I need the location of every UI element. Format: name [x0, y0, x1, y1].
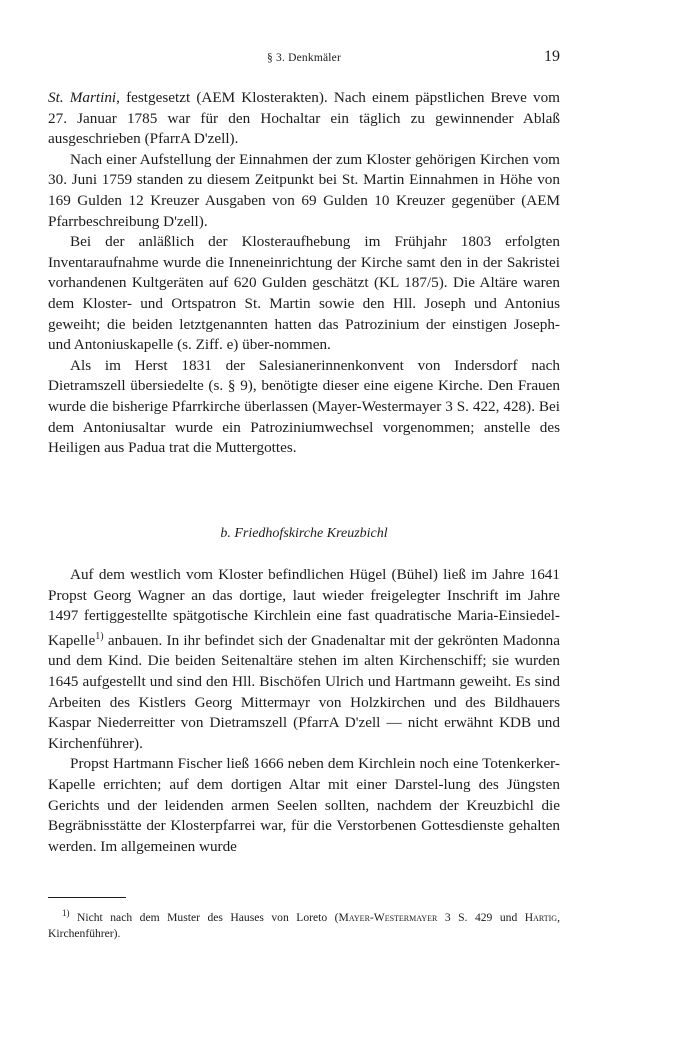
running-head: [48, 48, 560, 68]
footnote: [48, 905, 560, 943]
paragraph-inventory: Bei der anläßlich der Klosteraufhebung im Frühjahr 1803 erfolgten Inventaraufnahme wurde die Inneneinrichtung der Kirche samt den in der Sakristei vorhandenen Kultgeräten auf 620 Gulden geschätzt (KL 187/5). Die Altäre waren dem Kloster- und Ortspatron St. Martin sowie den Hll. Joseph und Antonius geweiht; die beiden letztgenannten hatten das Patrozinium der einstigen Joseph- und Antoniuskapelle (s. Ziff. e) über-nommen.: [48, 233, 560, 354]
footnote-marker: 1): [62, 908, 70, 918]
footnote-text: , Kirchenführer).: [48, 910, 560, 941]
footnote-text: Nicht nach dem Muster des Hauses von Loreto (: [69, 910, 339, 924]
page-number: 19: [544, 48, 560, 65]
section-text: [48, 565, 560, 857]
footnote-author: Mayer-Westermayer: [338, 910, 438, 924]
footnote-reference: 1): [95, 630, 104, 642]
paragraph-income: Nach einer Aufstellung der Einnahmen der zum Kloster gehörigen Kirchen vom 30. Juni 1759 standen zu diesem Zeitpunkt bei St. Martin Einnahmen in Höhe von 169 Gulden 12 Kreuzer Ausgaben von 69 Gulden 10 Kreuzer gegenüber (AEM Pfarrbeschreibung D'zell).: [48, 150, 560, 230]
paragraph-text: anbauen. In ihr befindet sich der Gnadenaltar mit der gekrönten Madonna und dem Kind. Die beiden Seitenaltäre stehen im alten Kirchenschiff; sie wurden 1645 aufgestellt und sind den Hll. Bischöfen Ulrich und Hartmann geweiht. Es sind Arbeiten des Kistlers Georg Mittermayr von Holzkirchen und des Bildhauers Kaspar Niederreitter von Dietramszell (PfarrA D'zell — nicht erwähnt KDB und Kirchenführer).: [48, 631, 560, 752]
paragraph-text: , festgesetzt (AEM Klosterakten). Nach einem päpstlichen Breve vom 27. Januar 1785 war für den Hochaltar ein täglich zu gewinnender Ablaß ausgeschrieben (PfarrA D'zell).: [48, 89, 560, 148]
italic-name: St. Martini: [48, 89, 117, 106]
footnote-divider: [48, 897, 126, 898]
section-label: § 3. Denkmäler: [266, 52, 341, 64]
paragraph-chapel: [48, 565, 560, 754]
paragraph-totenkerker: Propst Hartmann Fischer ließ 1666 neben dem Kirchlein noch eine Totenkerker-Kapelle errichten; auf dem dortigen Altar mit einer Darstel-lung des Jüngsten Gerichts und der leidenden armen Seelen sollten, nachdem der Kreuzbichl die Begräbnisstätte der Klosterpfarrei war, für die Verstorbenen Gottesdienste gehalten werden. Im allgemeinen wurde: [48, 755, 560, 855]
paragraph-text: Auf dem westlich vom Kloster befindlichen Hügel (Bühel) ließ im Jahre 1641 Propst Georg Wagner an das dortige, laut wieder freigelegter Inschrift im Jahre 1497 fertiggestellte spätgotische Kirchlein eine fast quadratische Maria-Einsiedel-Kapelle: [48, 566, 560, 649]
section-heading: b. Friedhofskirche Kreuzbichl: [220, 526, 388, 541]
paragraph-continuation: [48, 88, 560, 150]
body-text: [48, 88, 560, 459]
footnote-text: 3 S. 429 und: [437, 910, 525, 924]
paragraph-salesian-convent: Als im Herst 1831 der Salesianerinnenkonvent von Indersdorf nach Dietramszell übersiedelte (s. § 9), benötigte dieser eine eigene Kirche. Den Frauen wurde die bisherige Pfarrkirche überlassen (Mayer-Westermayer 3 S. 422, 428). Bei dem Antoniusaltar wurde ein Patroziniumwechsel vorgenommen; anstelle des Heiligen aus Padua trat die Muttergottes.: [48, 356, 560, 457]
footnote-author: Hartig: [524, 910, 558, 924]
